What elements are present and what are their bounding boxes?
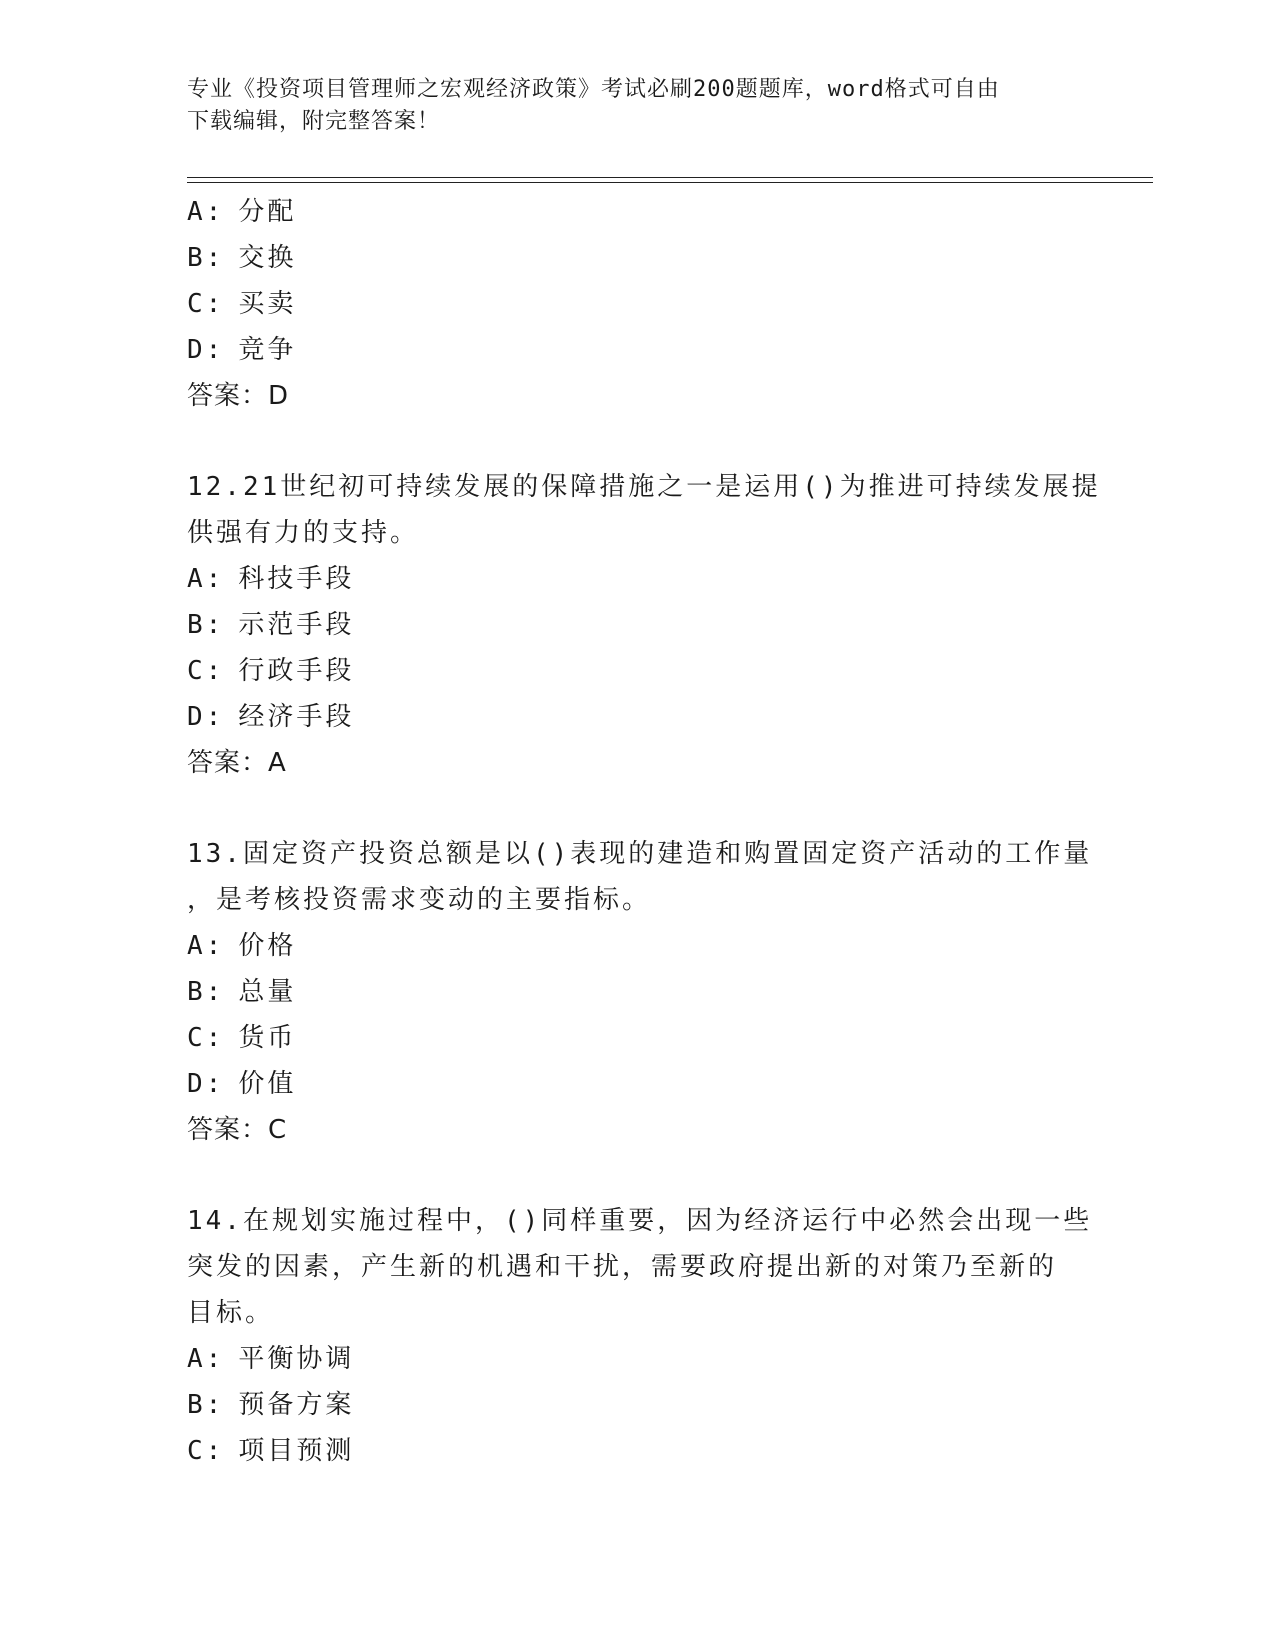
option-text: 买卖: [238, 289, 297, 319]
option-key: A:: [187, 1344, 225, 1374]
option-key: D:: [187, 1069, 225, 1099]
answer-line: 答案：C: [187, 1115, 288, 1145]
option-text: 交换: [238, 243, 297, 273]
option-b: [187, 1382, 1087, 1428]
question-line: 13.固定资产投资总额是以()表现的建造和购置固定资产活动的工作量: [187, 839, 1093, 869]
option-text: 预备方案: [238, 1390, 355, 1420]
option-text: 项目预测: [238, 1436, 355, 1466]
option-text: 科技手段: [238, 564, 355, 594]
option-text: 行政手段: [238, 656, 355, 686]
option-key: C:: [187, 1023, 225, 1053]
spacer: [187, 786, 1087, 831]
option-key: D:: [187, 335, 225, 365]
question-block-prev: [187, 189, 1087, 419]
question-line: ，是考核投资需求变动的主要指标。: [187, 885, 652, 915]
question-text: [187, 831, 1093, 923]
option-text: 竞争: [238, 335, 297, 365]
option-b: [187, 235, 1087, 281]
question-line: 目标。: [187, 1298, 275, 1328]
question-block-13: [187, 831, 1093, 1153]
option-key: A:: [187, 197, 225, 227]
spacer: [187, 1153, 1087, 1198]
answer-line: 答案：D: [187, 381, 290, 411]
option-key: A:: [187, 564, 225, 594]
option-a: [187, 923, 1087, 969]
option-b: [187, 602, 1087, 648]
option-key: B:: [187, 1390, 225, 1420]
option-key: C:: [187, 1436, 225, 1466]
question-text: [187, 1198, 1093, 1336]
option-text: 平衡协调: [238, 1344, 355, 1374]
header-line-2: 下载编辑，附完整答案！: [187, 109, 441, 134]
question-line: 供强有力的支持。: [187, 518, 420, 548]
header-rule-top: [187, 177, 1153, 178]
option-a: [187, 189, 1087, 235]
option-text: 总量: [238, 977, 297, 1007]
option-a: [187, 1336, 1087, 1382]
option-c: [187, 648, 1087, 694]
question-line: 14.在规划实施过程中，()同样重要，因为经济运行中必然会出现一些: [187, 1206, 1093, 1236]
option-text: 分配: [238, 197, 297, 227]
spacer: [187, 419, 1087, 464]
question-text: [187, 464, 1101, 556]
question-line: 突发的因素，产生新的机遇和干扰，需要政府提出新的对策乃至新的: [187, 1252, 1058, 1282]
header-rule-bottom: [187, 182, 1153, 183]
option-key: A:: [187, 931, 225, 961]
option-text: 货币: [238, 1023, 297, 1053]
option-text: 价格: [238, 931, 297, 961]
option-key: D:: [187, 702, 225, 732]
header-line-1: 专业《投资项目管理师之宏观经济政策》考试必刷200题题库，word格式可自由: [187, 77, 1000, 102]
option-c: [187, 1015, 1087, 1061]
option-c: [187, 1428, 1087, 1474]
option-key: B:: [187, 243, 225, 273]
option-key: B:: [187, 977, 225, 1007]
question-block-14: [187, 1198, 1093, 1474]
option-a: [187, 556, 1087, 602]
option-text: 经济手段: [238, 702, 355, 732]
option-d: [187, 327, 1087, 373]
question-line: 12.21世纪初可持续发展的保障措施之一是运用()为推进可持续发展提: [187, 472, 1101, 502]
option-text: 示范手段: [238, 610, 355, 640]
option-b: [187, 969, 1087, 1015]
question-block-12: [187, 464, 1101, 786]
option-key: B:: [187, 610, 225, 640]
option-text: 价值: [238, 1069, 297, 1099]
option-d: [187, 1061, 1087, 1107]
document-header: [187, 74, 1067, 138]
question-list: [187, 189, 1101, 1474]
option-key: C:: [187, 656, 225, 686]
option-c: [187, 281, 1087, 327]
option-d: [187, 694, 1087, 740]
answer-line: 答案：A: [187, 748, 287, 778]
option-key: C:: [187, 289, 225, 319]
